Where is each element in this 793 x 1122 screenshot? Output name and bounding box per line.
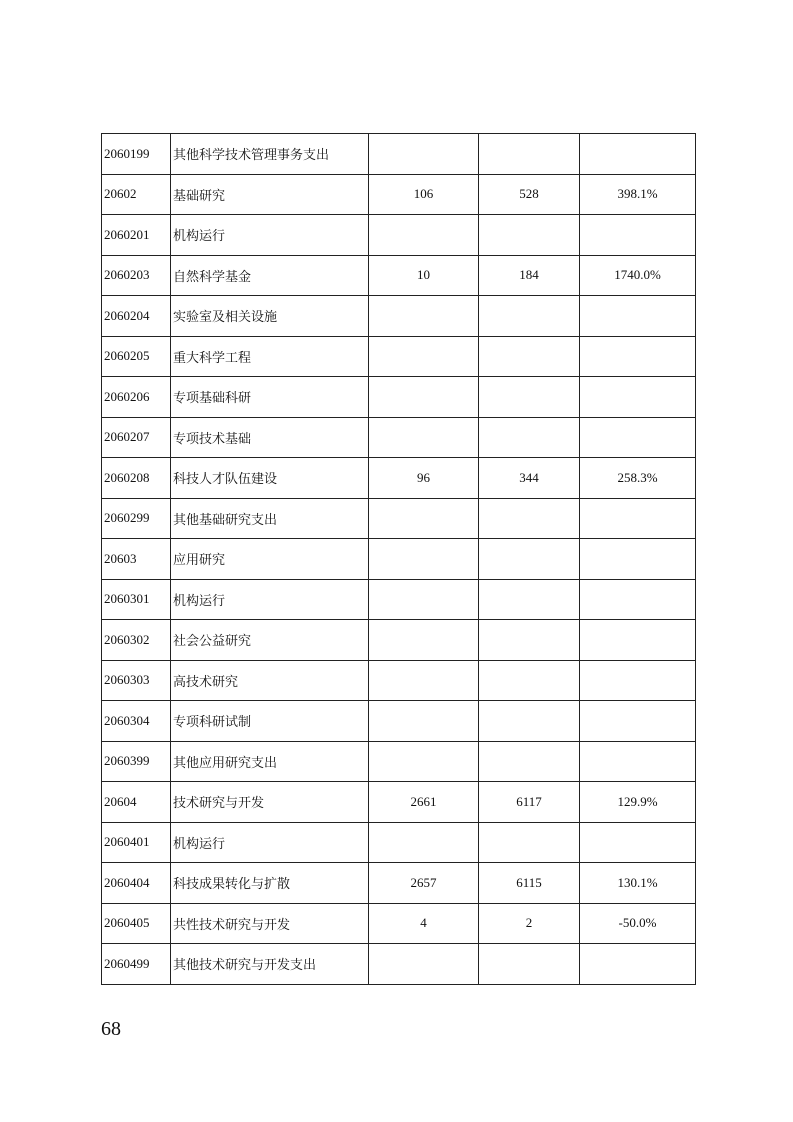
row-value-1: [369, 539, 479, 580]
row-code: 2060301: [102, 579, 171, 620]
table-row: [102, 255, 696, 296]
table-row: [102, 417, 696, 458]
row-code: 2060204: [102, 296, 171, 337]
row-name: 专项科研试制: [171, 701, 369, 742]
row-value-1: 106: [369, 174, 479, 215]
row-code: 2060404: [102, 863, 171, 904]
row-value-1: 96: [369, 458, 479, 499]
row-value-2: [479, 701, 580, 742]
row-name: 实验室及相关设施: [171, 296, 369, 337]
row-code: 2060303: [102, 660, 171, 701]
table-row: [102, 863, 696, 904]
row-percent: [580, 944, 696, 985]
row-percent: [580, 134, 696, 175]
table-row: [102, 782, 696, 823]
table-row: [102, 336, 696, 377]
row-percent: [580, 498, 696, 539]
row-percent: [580, 296, 696, 337]
row-name: 应用研究: [171, 539, 369, 580]
row-value-1: 2657: [369, 863, 479, 904]
row-value-1: [369, 579, 479, 620]
row-name: 其他科学技术管理事务支出: [171, 134, 369, 175]
table-row: [102, 944, 696, 985]
row-value-1: [369, 944, 479, 985]
row-percent: 130.1%: [580, 863, 696, 904]
table-row: [102, 903, 696, 944]
row-value-2: [479, 296, 580, 337]
row-value-1: [369, 660, 479, 701]
row-code: 20603: [102, 539, 171, 580]
row-value-2: [479, 660, 580, 701]
row-value-1: [369, 417, 479, 458]
row-value-1: 2661: [369, 782, 479, 823]
row-value-1: [369, 296, 479, 337]
row-value-1: [369, 822, 479, 863]
table-row: [102, 539, 696, 580]
table-row: [102, 498, 696, 539]
row-name: 基础研究: [171, 174, 369, 215]
row-value-1: [369, 336, 479, 377]
row-value-1: [369, 377, 479, 418]
budget-table-body: [102, 134, 696, 985]
row-code: 2060199: [102, 134, 171, 175]
row-code: 2060401: [102, 822, 171, 863]
row-value-2: 344: [479, 458, 580, 499]
table-row: [102, 215, 696, 256]
row-name: 机构运行: [171, 822, 369, 863]
row-code: 2060205: [102, 336, 171, 377]
row-code: 2060201: [102, 215, 171, 256]
row-code: 2060203: [102, 255, 171, 296]
row-value-2: [479, 944, 580, 985]
page-number: 68: [101, 1018, 121, 1040]
row-name: 其他基础研究支出: [171, 498, 369, 539]
row-value-2: [479, 377, 580, 418]
row-value-2: [479, 417, 580, 458]
row-name: 技术研究与开发: [171, 782, 369, 823]
table-row: [102, 579, 696, 620]
row-code: 20604: [102, 782, 171, 823]
row-percent: [580, 417, 696, 458]
row-code: 2060399: [102, 741, 171, 782]
row-code: 20602: [102, 174, 171, 215]
table-row: [102, 296, 696, 337]
row-name: 机构运行: [171, 215, 369, 256]
row-percent: [580, 741, 696, 782]
row-value-2: [479, 134, 580, 175]
row-name: 自然科学基金: [171, 255, 369, 296]
row-value-1: [369, 701, 479, 742]
row-name: 高技术研究: [171, 660, 369, 701]
row-code: 2060499: [102, 944, 171, 985]
table-row: [102, 377, 696, 418]
table-row: [102, 620, 696, 661]
row-percent: 398.1%: [580, 174, 696, 215]
row-percent: [580, 215, 696, 256]
row-percent: 258.3%: [580, 458, 696, 499]
row-percent: -50.0%: [580, 903, 696, 944]
row-code: 2060299: [102, 498, 171, 539]
row-value-2: [479, 822, 580, 863]
row-name: 机构运行: [171, 579, 369, 620]
row-percent: [580, 377, 696, 418]
row-value-2: 6115: [479, 863, 580, 904]
row-percent: [580, 822, 696, 863]
row-value-2: [479, 741, 580, 782]
row-percent: [580, 579, 696, 620]
row-code: 2060208: [102, 458, 171, 499]
row-code: 2060207: [102, 417, 171, 458]
row-value-2: [479, 539, 580, 580]
row-value-1: [369, 498, 479, 539]
row-percent: [580, 701, 696, 742]
row-value-2: [479, 498, 580, 539]
row-value-2: 2: [479, 903, 580, 944]
row-value-1: [369, 215, 479, 256]
row-value-2: [479, 579, 580, 620]
row-percent: [580, 336, 696, 377]
row-name: 专项基础科研: [171, 377, 369, 418]
table-row: [102, 458, 696, 499]
row-value-2: [479, 215, 580, 256]
row-name: 共性技术研究与开发: [171, 903, 369, 944]
row-code: 2060304: [102, 701, 171, 742]
row-name: 专项技术基础: [171, 417, 369, 458]
row-value-2: 6117: [479, 782, 580, 823]
row-name: 重大科学工程: [171, 336, 369, 377]
row-percent: [580, 539, 696, 580]
row-value-2: [479, 336, 580, 377]
row-value-1: 4: [369, 903, 479, 944]
row-code: 2060302: [102, 620, 171, 661]
row-percent: 129.9%: [580, 782, 696, 823]
row-name: 社会公益研究: [171, 620, 369, 661]
row-code: 2060206: [102, 377, 171, 418]
table-row: [102, 822, 696, 863]
row-name: 科技成果转化与扩散: [171, 863, 369, 904]
row-value-2: [479, 620, 580, 661]
row-value-1: [369, 134, 479, 175]
table-row: [102, 741, 696, 782]
table-row: [102, 701, 696, 742]
row-value-2: 528: [479, 174, 580, 215]
row-name: 其他应用研究支出: [171, 741, 369, 782]
row-value-1: 10: [369, 255, 479, 296]
row-value-2: 184: [479, 255, 580, 296]
row-percent: [580, 620, 696, 661]
row-name: 其他技术研究与开发支出: [171, 944, 369, 985]
table-row: [102, 660, 696, 701]
row-percent: 1740.0%: [580, 255, 696, 296]
row-percent: [580, 660, 696, 701]
table-row: [102, 134, 696, 175]
row-name: 科技人才队伍建设: [171, 458, 369, 499]
budget-table: [101, 133, 696, 985]
row-value-1: [369, 741, 479, 782]
row-code: 2060405: [102, 903, 171, 944]
row-value-1: [369, 620, 479, 661]
table-row: [102, 174, 696, 215]
